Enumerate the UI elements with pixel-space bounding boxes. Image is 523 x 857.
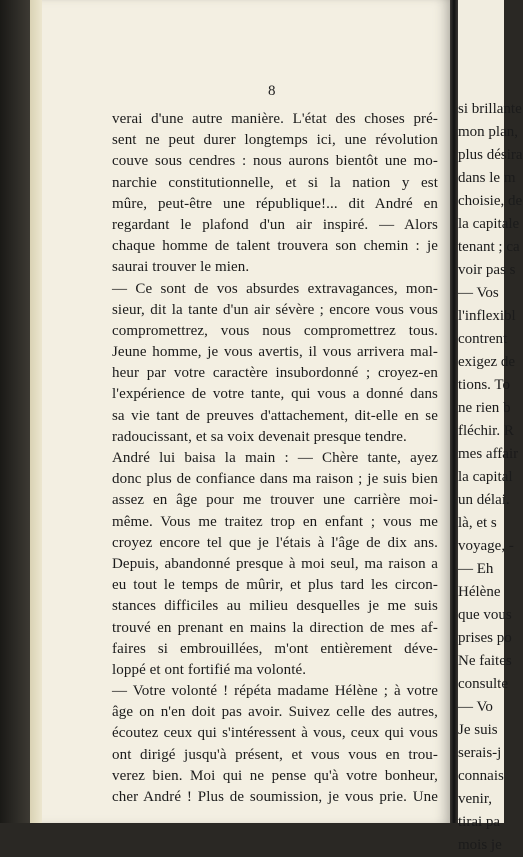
next-page-line: — Vo [458, 699, 493, 715]
text-line: Jeune homme, je vous avertis, il vous arrivera mal- [112, 344, 438, 361]
next-page-line: Ne faites [458, 653, 512, 669]
next-page-line: venir, [458, 791, 492, 807]
next-page-line: plus désira [458, 147, 523, 163]
book-spine-shadow [0, 0, 30, 823]
next-page-line: voir pas s [458, 262, 516, 278]
next-page-line: mois je [458, 837, 502, 853]
text-line: âge on n'en doit pas avoir. Suivez celle des autres, [112, 704, 438, 721]
text-line: loppé et ont fortifié ma volonté. [112, 661, 307, 678]
text-line: sa vie tant de preuves d'attachement, dit-elle en se [112, 407, 438, 424]
text-line: même. Vous me traitez trop en enfant ; vous me [112, 513, 438, 530]
text-line: eu tout le temps de mûrir, et plus tard les circon- [112, 577, 438, 594]
next-page-line: la capitale [458, 216, 520, 232]
text-line: stances difficiles au milieu desquelles je me suis [112, 598, 438, 615]
next-page-line: dans le m [458, 170, 516, 186]
next-page-line: serais-j [458, 745, 502, 761]
next-page-line: tenant ; ca [458, 239, 520, 255]
next-page-line: que vous [458, 607, 512, 623]
next-page-line: là, et s [458, 515, 497, 531]
page-inner-edge [30, 0, 42, 823]
next-page-line: si brillante [458, 101, 522, 117]
text-line: sent ne peut durer longtemps ici, une révolution [112, 132, 438, 149]
text-line: Depuis, abandonné presque à moi seul, ma raison a [112, 555, 438, 572]
next-page-line: prises po [458, 630, 512, 646]
book-gutter [450, 0, 458, 823]
text-line: regardant le plafond d'un air inspiré. — Alors [112, 216, 438, 233]
text-line: heur par votre caractère insubordonné ; croyez-en [112, 365, 438, 382]
next-page-line: un délai. [458, 492, 510, 508]
next-page-line: contrent [458, 331, 508, 347]
next-page-text [458, 98, 523, 857]
text-line: radoucissant, et sa voix devenait presque tendre. [112, 428, 407, 445]
text-line: mûre, peut-être une république!... dit André en [112, 195, 438, 212]
text-line: l'expérience de votre tante, qui vous a donné dans [112, 386, 438, 403]
next-page-line: voyage, - [458, 538, 514, 554]
text-line: faires si embrouillées, m'ont entièrement déve- [112, 640, 438, 657]
next-page-line: connais [458, 768, 504, 784]
next-page-line: mes affair [458, 446, 519, 462]
next-page-line: exigez de [458, 354, 516, 370]
page-number: 8 [268, 83, 276, 99]
text-line: écoutez ceux qui s'intéressent à vous, ceux qui vous [112, 725, 438, 742]
next-page-line: tirai pa [458, 814, 501, 830]
next-page-line: Je suis [458, 722, 498, 738]
text-line: André lui baisa la main : — Chère tante, ayez [112, 450, 438, 466]
next-page-line: — Vos [458, 285, 499, 301]
text-line: — Ce sont de vos absurdes extravagances, mon- [112, 280, 438, 297]
next-page-line: Hélène [458, 584, 501, 600]
text-line: croyez encore tel que je l'étais à l'âge de dix ans. [112, 534, 438, 551]
text-line: couve sous cendres : nous aurons bientôt une mo- [112, 153, 438, 170]
text-line: — Votre volonté ! répéta madame Hélène ; à votre [112, 683, 438, 700]
text-line: sieur, dit la tante d'un air sévère ; encore vous vous [112, 301, 438, 318]
text-line: verez bien. Moi qui ne pense qu'à votre bonheur, [112, 767, 438, 784]
next-page-line: mon plan, [458, 124, 518, 140]
text-line: compromettrez, vous nous compromettrez tous. [112, 322, 438, 339]
next-page-line: choisie, de [458, 193, 523, 209]
text-line: assez en âge pour me trouver une carrière moi- [112, 492, 438, 509]
text-line: donc plus de confiance dans ma raison ; je suis bien [112, 471, 438, 488]
text-line: trouvé en prenant en mains la direction de mes af- [112, 619, 438, 636]
next-page-line: la capital [458, 469, 513, 485]
next-page-line: fléchir. R [458, 423, 514, 439]
text-line: narchie constitutionnelle, et si la nation y est [112, 174, 438, 191]
next-page-line: tions. To [458, 377, 511, 393]
text-line: cher André ! Plus de soumission, je vous prie. Une [112, 789, 438, 805]
next-page-line: ne rien b [458, 400, 511, 416]
text-line: verai d'une autre manière. L'état des choses pré- [112, 111, 438, 127]
text-line: chaque homme de talent trouvera son chemin : je [112, 238, 438, 255]
next-page-line: l'inflexibl [458, 308, 516, 324]
next-page-line: consulte [458, 676, 508, 692]
text-line: saurai trouver le mien. [112, 259, 250, 276]
text-line: ont dirigé jusqu'à présent, et vous vous en trou- [112, 746, 438, 763]
next-page-line: — Eh [458, 561, 494, 577]
body-text [112, 109, 438, 808]
